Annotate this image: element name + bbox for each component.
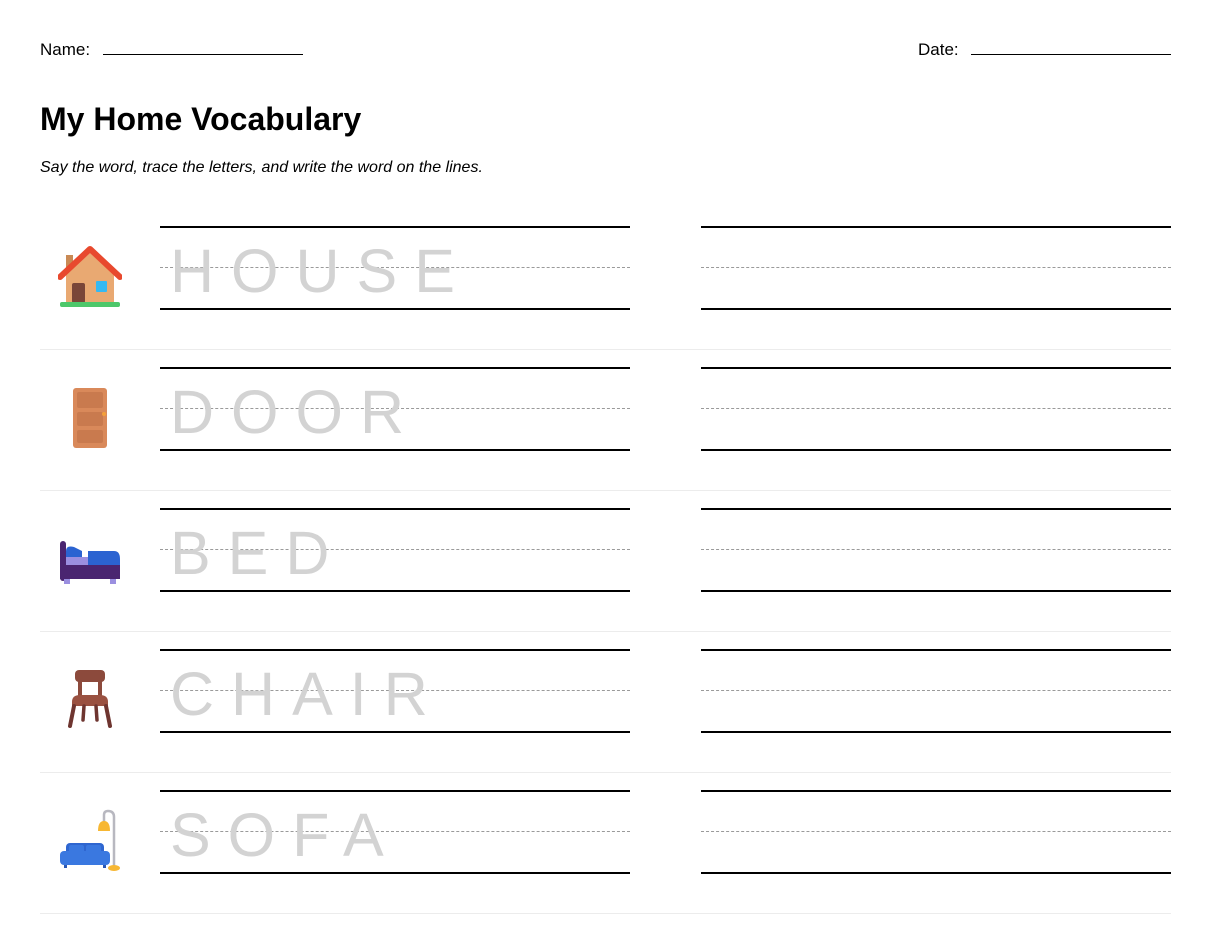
trace-area[interactable] [160,632,630,732]
top-guide-line [160,508,630,510]
baseline [701,590,1171,592]
vocab-row-sofa [40,773,1171,914]
dashed-midline [701,690,1171,691]
trace-area[interactable] [160,209,630,309]
trace-word: DOOR [170,378,421,446]
dashed-midline [701,408,1171,409]
vocab-row-door [40,350,1171,491]
baseline [701,449,1171,451]
trace-word: SOFA [170,801,401,869]
vocab-row-bed [40,491,1171,632]
baseline [160,449,630,451]
write-area[interactable] [701,632,1171,732]
trace-area[interactable] [160,350,630,450]
bed-icon [58,527,122,591]
name-label: Name: [40,40,91,59]
trace-word: HOUSE [170,237,472,305]
sofa-lamp-icon [58,809,122,873]
instructions: Say the word, trace the letters, and write the word on the lines. [40,159,483,176]
top-guide-line [160,226,630,228]
top-guide-line [701,649,1171,651]
dashed-midline [701,267,1171,268]
write-area[interactable] [701,350,1171,450]
name-field-line[interactable] [103,54,303,55]
trace-area[interactable] [160,773,630,873]
top-guide-line [160,367,630,369]
baseline [160,590,630,592]
dashed-midline [701,831,1171,832]
baseline [701,731,1171,733]
top-guide-line [701,367,1171,369]
top-guide-line [160,649,630,651]
write-area[interactable] [701,773,1171,873]
top-guide-line [701,226,1171,228]
trace-area[interactable] [160,491,630,591]
write-area[interactable] [701,209,1171,309]
door-icon [58,386,122,450]
write-area[interactable] [701,491,1171,591]
dashed-midline [701,549,1171,550]
vocab-row-house [40,209,1171,350]
baseline [701,308,1171,310]
chair-icon [58,668,122,732]
baseline [160,731,630,733]
baseline [701,872,1171,874]
date-label: Date: [918,40,959,59]
trace-word: CHAIR [170,660,445,728]
baseline [160,872,630,874]
date-field-line[interactable] [971,54,1171,55]
top-guide-line [701,790,1171,792]
page-title: My Home Vocabulary [40,101,362,137]
trace-word: BED [170,519,347,587]
top-guide-line [160,790,630,792]
house-icon [58,245,122,309]
vocab-row-chair [40,632,1171,773]
baseline [160,308,630,310]
top-guide-line [701,508,1171,510]
